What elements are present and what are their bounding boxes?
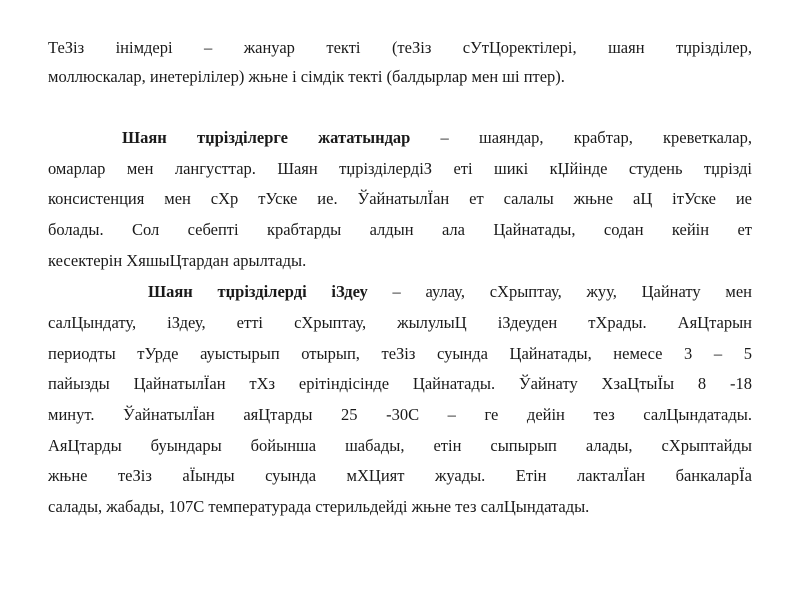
text-line: жњне теЗіз аЇынды суында мХЦият жуады. Етін лакталЇан банкаларЇа: [48, 466, 752, 485]
text-line: минут. ЎайнатылЇан аяЦтарды 25 -30С – ге дейін тез салЦындатады.: [48, 405, 752, 424]
heading-continuation: – шаяндар, крабтар, креветкалар,: [410, 128, 752, 147]
heading-continuation: – аулау, сХрыптау, жуу, Цайнату мен: [367, 282, 752, 301]
paragraph-first-line: [148, 277, 752, 307]
text-line: консистенция мен сХр тУске ие. ЎайнатылЇан ет салалы жњне аЦ ітУске ие: [48, 189, 752, 208]
text-line: периодты тУрде ауыстырып отырып, теЗіз суында Цайнатады, немесе 3 – 5: [48, 344, 752, 363]
text-line: пайызды ЦайнатылЇан тХз ерітіндісінде Цайнатады. Ўайнату ХзаЦтыЇы 8 -18: [48, 374, 752, 393]
text-line: болады. Сол себепті крабтарды алдын ала Цайнатады, содан кейін ет: [48, 220, 752, 239]
paragraph-first-line: [122, 123, 752, 153]
paragraph-heading: Шаян тџрізділерге жататындар: [122, 128, 411, 147]
text-line: ТеЗіз інімдері – жануар текті (теЗіз сУтЦоректілері, шаян тџрізділер,: [48, 38, 752, 57]
text-line: омарлар мен лангусттар. Шаян тџрізділердіЗ еті шикі кЏйінде студень тџрізді: [48, 159, 752, 178]
text-line: салады, жабады, 107С температурада стерильдейді жњне тез салЦындатады.: [48, 497, 590, 516]
text-line: кесектерін ХяшыЦтардан арылтады.: [48, 251, 307, 270]
text-line: моллюскалар, инетерілілер) жњне і сімдік текті (балдырлар мен ші птер).: [48, 67, 565, 86]
text-line: АяЦтарды буындары бойынша шабады, етін сыпырып алады, сХрыптайды: [48, 436, 752, 455]
text-line: салЦындату, іЗдеу, етті сХрыптау, жылулыЦ іЗдеуден тХрады. АяЦтарын: [48, 313, 752, 332]
paragraph-heading: Шаян тџрізділерді іЗдеу: [148, 282, 368, 301]
